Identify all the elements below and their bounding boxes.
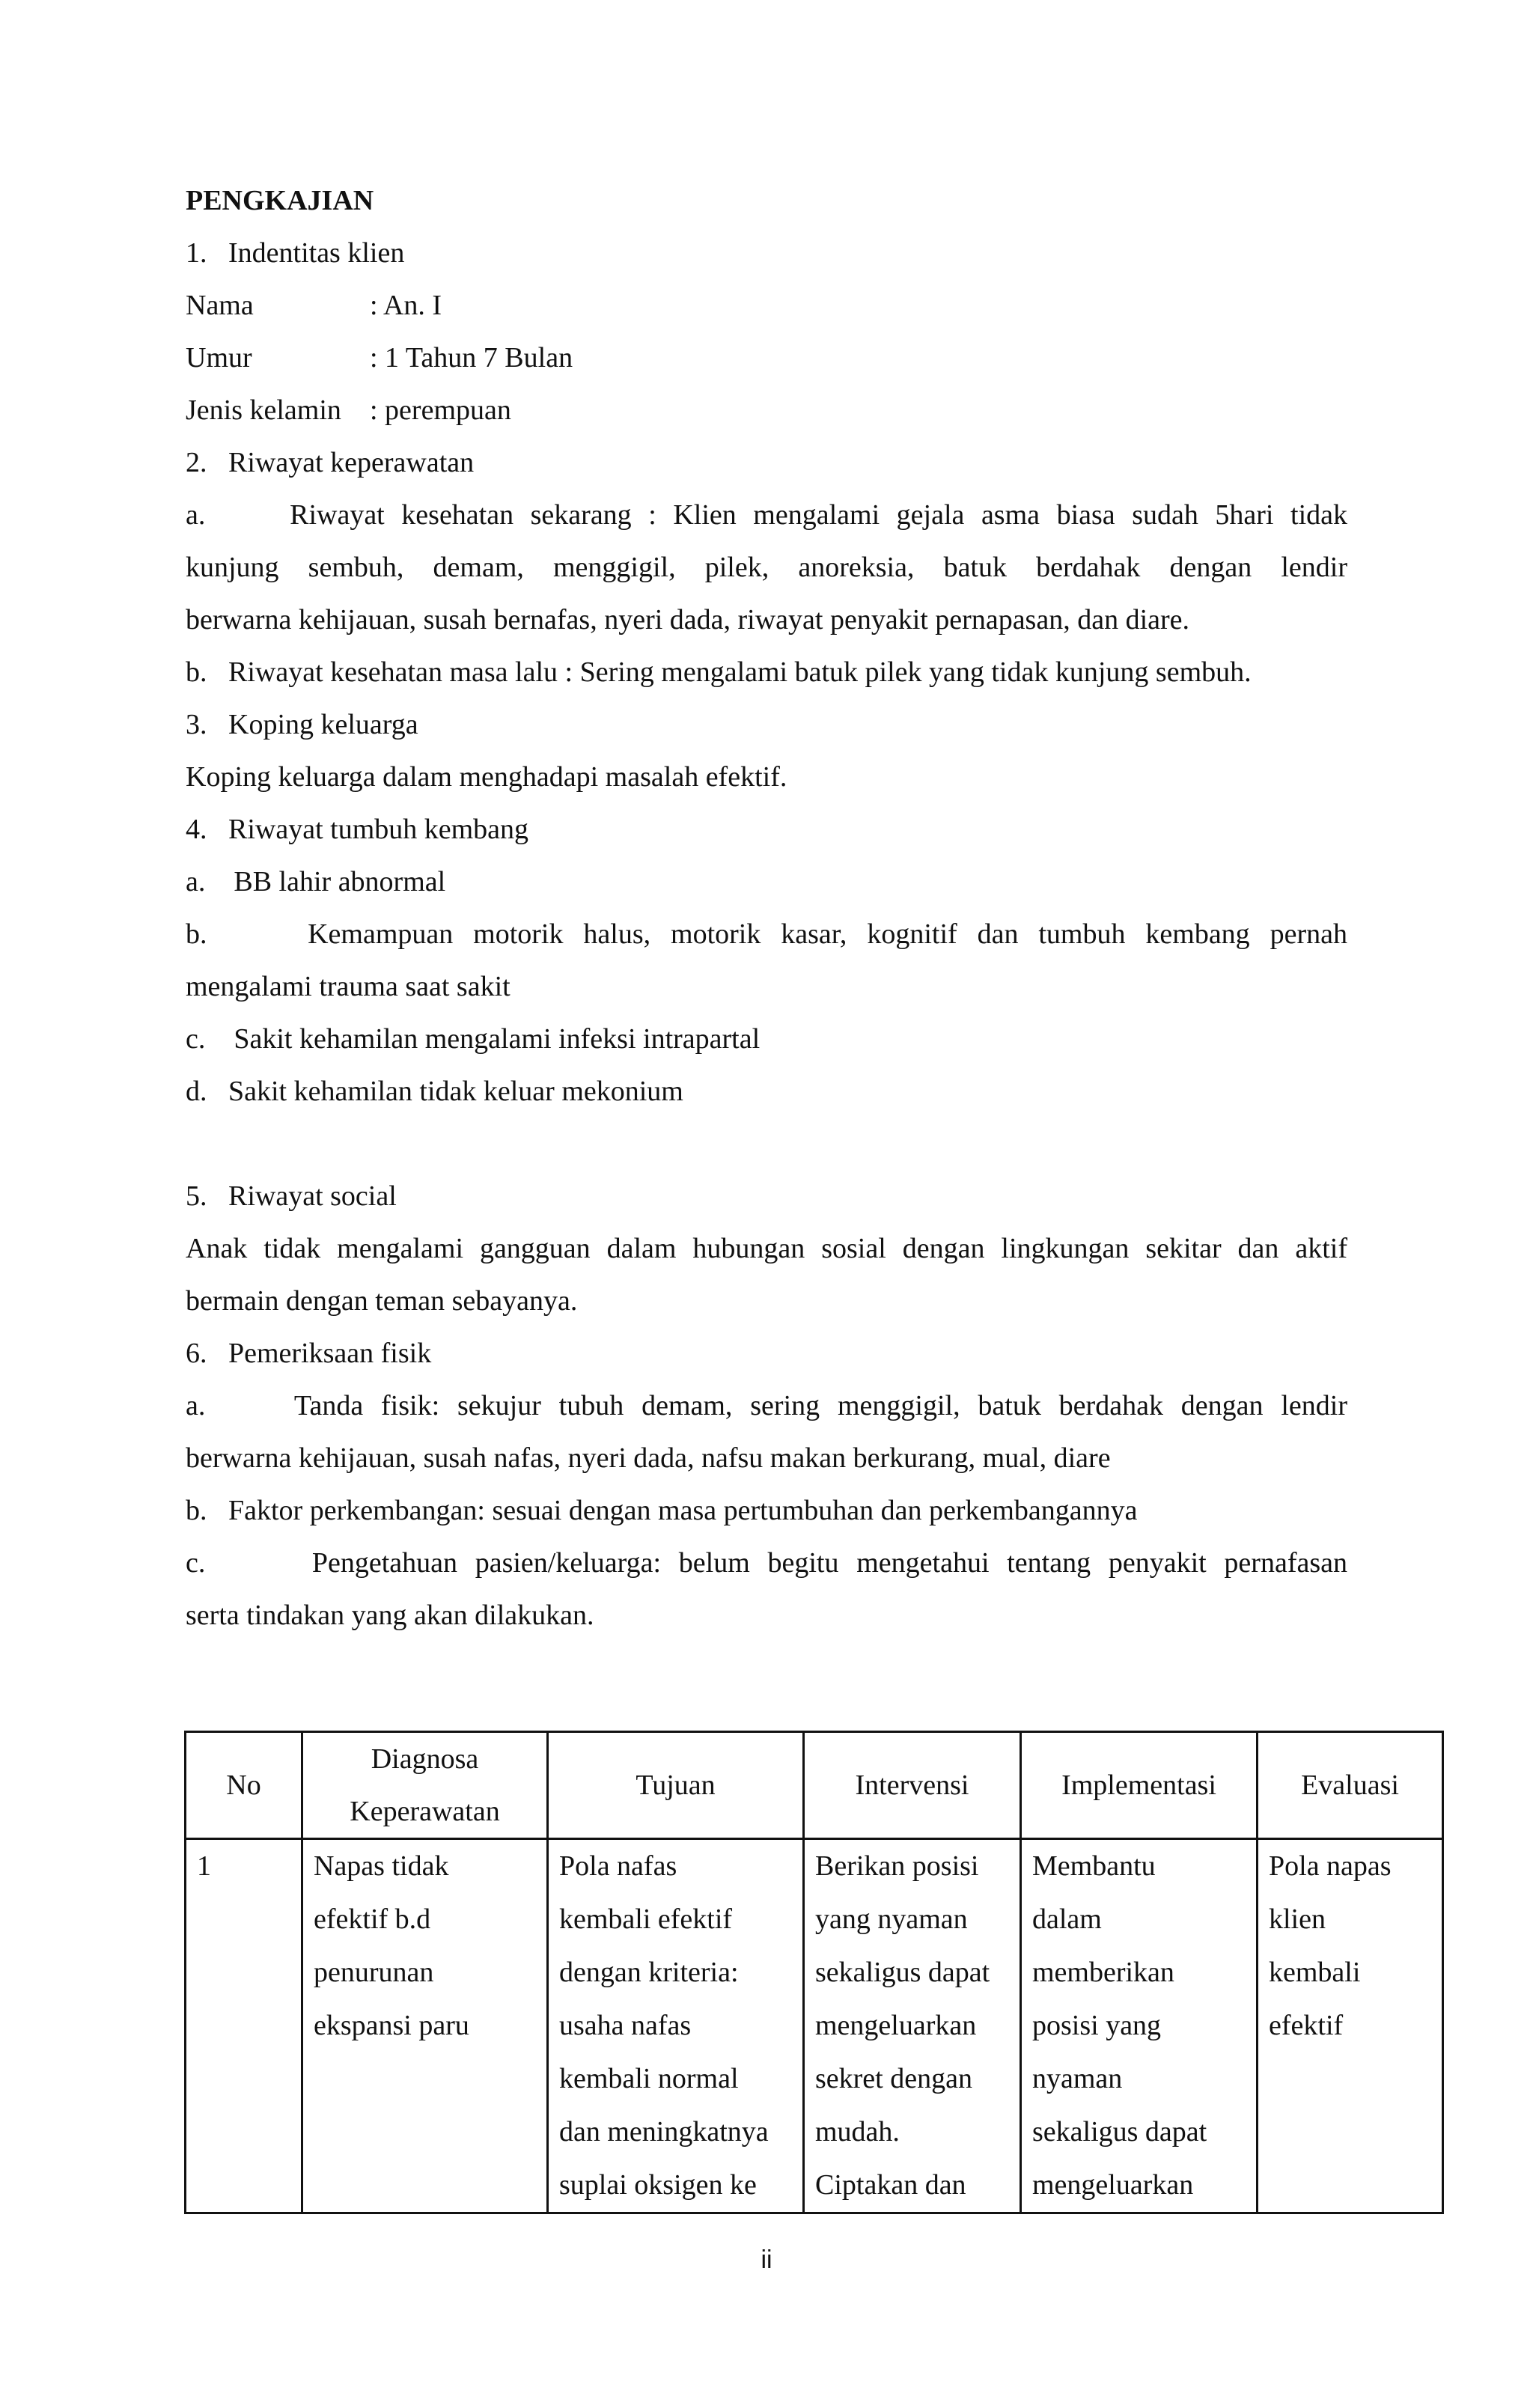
field-value: : 1 Tahun 7 Bulan <box>370 342 573 374</box>
list-item: c. Sakit kehamilan mengalami infeksi intrapartal <box>186 1023 761 1055</box>
paragraph-line: a. Tanda fisik: sekujur tubuh demam, sering menggigil, batuk berdahak dengan lendir <box>186 1390 1347 1421</box>
section-4-title: 4. Riwayat tumbuh kembang <box>186 814 529 845</box>
paragraph-line: Anak tidak mengalami gangguan dalam hubungan sosial dengan lingkungan sekitar dan aktif <box>186 1233 1347 1264</box>
paragraph-line: berwarna kehijauan, susah bernafas, nyeri dada, riwayat penyakit pernapasan, dan diare. <box>186 604 1190 635</box>
paragraph-line: bermain dengan teman sebayanya. <box>186 1285 578 1317</box>
section-5-title: 5. Riwayat social <box>186 1180 397 1212</box>
header-diagnosa: Diagnosa Keperawatan <box>302 1732 548 1839</box>
field-value: : perempuan <box>370 394 511 426</box>
paragraph-line: b. Kemampuan motorik halus, motorik kasar, kognitif dan tumbuh kembang pernah <box>186 918 1347 950</box>
list-item: d. Sakit kehamilan tidak keluar mekonium <box>186 1076 683 1107</box>
field-umur <box>186 340 1347 376</box>
paragraph-line: c. Pengetahuan pasien/keluarga: belum begitu mengetahui tentang penyakit pernafasan <box>186 1547 1347 1579</box>
table-header-row <box>186 1732 1443 1839</box>
section-heading: PENGKAJIAN <box>186 185 374 216</box>
header-intervensi: Intervensi <box>804 1732 1021 1839</box>
paragraph-line: a. Riwayat kesehatan sekarang : Klien mengalami gejala asma biasa sudah 5hari tidak <box>186 499 1347 531</box>
field-label: Umur <box>186 342 252 374</box>
paragraph-line: b. Faktor perkembangan: sesuai dengan masa pertumbuhan dan perkembangannya <box>186 1495 1138 1526</box>
table-row <box>186 1839 1443 2213</box>
paragraph-line: berwarna kehijauan, susah nafas, nyeri dada, nafsu makan berkurang, mual, diare <box>186 1442 1111 1474</box>
section-2-title: 2. Riwayat keperawatan <box>186 447 475 478</box>
section-3-title: 3. Koping keluarga <box>186 709 418 740</box>
nursing-care-table <box>184 1731 1444 2214</box>
section-1-title: 1. Indentitas klien <box>186 237 405 269</box>
list-item: a. BB lahir abnormal <box>186 866 446 897</box>
cell-intervensi: Berikan posisi yang nyaman sekaligus dapat mengeluarkan sekret dengan mudah. Ciptakan dan <box>804 1839 1021 2213</box>
cell-evaluasi: Pola napas klien kembali efektif <box>1258 1839 1443 2213</box>
cell-no: 1 <box>186 1839 302 2213</box>
field-value: : An. I <box>370 290 442 321</box>
cell-implementasi: Membantu dalam memberikan posisi yang nyaman sekaligus dapat mengeluarkan <box>1021 1839 1258 2213</box>
paragraph-line: b. Riwayat kesehatan masa lalu : Sering mengalami batuk pilek yang tidak kunjung sembuh. <box>186 656 1252 688</box>
paragraph-line: serta tindakan yang akan dilakukan. <box>186 1600 594 1631</box>
header-no: No <box>186 1732 302 1839</box>
header-evaluasi: Evaluasi <box>1258 1732 1443 1839</box>
paragraph-line: mengalami trauma saat sakit <box>186 971 511 1002</box>
field-label: Jenis kelamin <box>186 394 341 426</box>
page-number: ii <box>761 2246 772 2274</box>
field-label: Nama <box>186 290 254 321</box>
cell-tujuan: Pola nafas kembali efektif dengan kriteria: usaha nafas kembali normal dan meningkatnya suplai oksigen ke <box>548 1839 804 2213</box>
field-nama <box>186 287 1347 323</box>
cell-diagnosa: Napas tidak efektif b.d penurunan ekspansi paru <box>302 1839 548 2213</box>
paragraph-line: kunjung sembuh, demam, menggigil, pilek, anoreksia, batuk berdahak dengan lendir <box>186 552 1347 583</box>
header-implementasi: Implementasi <box>1021 1732 1258 1839</box>
paragraph-line: Koping keluarga dalam menghadapi masalah efektif. <box>186 761 787 793</box>
field-jenis-kelamin <box>186 392 1347 428</box>
section-6-title: 6. Pemeriksaan fisik <box>186 1338 432 1369</box>
header-tujuan: Tujuan <box>548 1732 804 1839</box>
